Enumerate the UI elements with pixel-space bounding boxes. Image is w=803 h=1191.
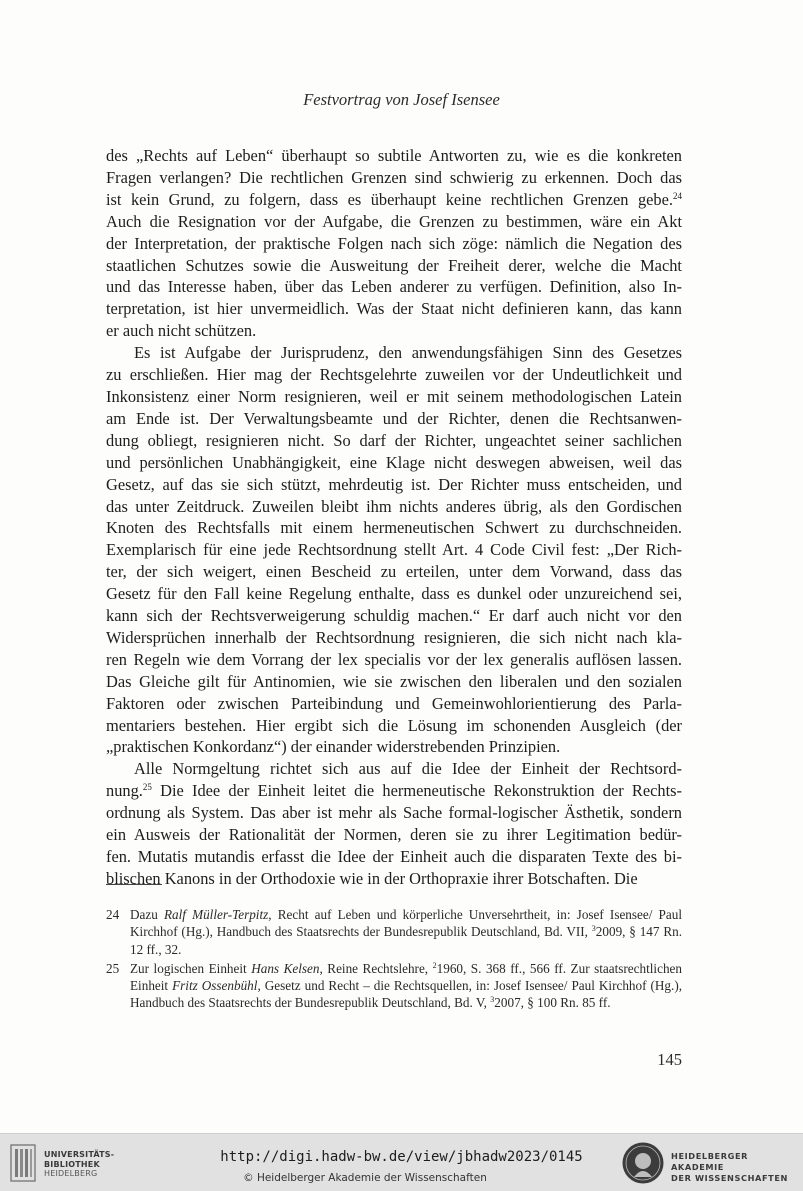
footnote-number: 25 xyxy=(106,960,120,976)
text-line: am Ende ist. Der Verwaltungsbeamte und der Richter, denen die Rechtsanwen- xyxy=(106,408,682,428)
footnote xyxy=(106,906,682,958)
permalink-url[interactable]: http://digi.hadw-bw.de/view/jbhadw2023/0145 xyxy=(220,1149,583,1165)
text-line: Auch die Resignation vor der Aufgabe, die Grenzen zu bestimmen, wäre ein Akt xyxy=(106,211,682,231)
text-line: er auch nicht schützen. xyxy=(106,321,257,341)
text-line: Gesetz für den Fall keine Regelung enthalte, dass es dunkel oder unzureichend sei, xyxy=(106,584,682,604)
text-line: blischen Kanons in der Orthodoxie wie in der Orthopraxie ihrer Botschaften. Die xyxy=(106,868,638,888)
page-number: 145 xyxy=(657,1050,682,1069)
footnote xyxy=(106,960,682,1012)
text-line: Das Gleiche gilt für Antinomien, wie sie zwischen den liberalen und den sozialen xyxy=(106,671,682,691)
text-line: kann sich der Rechtsverweigerung schuldig machen.“ Er darf auch nicht vor den xyxy=(106,606,682,626)
footnote-reference[interactable]: 24 xyxy=(673,190,682,201)
text-line: ter, der sich weigert, einen Bescheid zu erteilen, unter dem Vorwand, dass das xyxy=(106,562,682,582)
text-line: des „Rechts auf Leben“ überhaupt so subtile Antworten zu, wie es die konkreten xyxy=(106,146,682,165)
text-line: dung obliegt, resignieren nicht. So darf der Richter, ungeachtet seiner sachlichen xyxy=(106,430,682,450)
text-line: ren Regeln wie dem Vorrang der lex specialis vor der lex generalis auflösen lassen. xyxy=(106,649,682,669)
text-line: und das Interesse haben, über das Leben anderer zu verfügen. Definition, also In- xyxy=(106,277,682,297)
text-line: terpretation, ist hier unvermeidlich. Was der Staat nicht definieren kann, das kann xyxy=(106,299,682,319)
footnote-text: Dazu Ralf Müller-Terpitz, Recht auf Leben und körperliche Unversehrtheit, in: Josef Isensee/ Paul Kirchhof (Hg.), Handbuch des Staatsrechts der Bundesrepublik Deutschland, Bd. VII, $^3$2009, § 147 Rn. 12 ff., 32. xyxy=(130,907,683,957)
copyright-notice: © Heidelberger Akademie der Wissenschaften xyxy=(243,1172,487,1184)
footnote-text: Zur logischen Einheit Hans Kelsen, Reine Rechtslehre, $^2$1960, S. 368 ff., 566 ff. Zur staatsrechtlichen Einheit Fritz Ossenbühl, Gesetz und Recht – die Rechtsquellen, in: Josef Isensee/ Paul Kirchhof (Hg.), Handbuch des Staatsrechts der Bundesrepublik Deutschland, Bd. V, $^3$2007, § 100 Rn. 85 ff. xyxy=(130,960,683,1011)
text-line: zu erschließen. Hier mag der Rechtsgelehrte zuweilen vor der Undeutlichkeit und xyxy=(106,365,682,385)
library-line-3: HEIDELBERG xyxy=(44,1169,98,1178)
body-text xyxy=(106,145,682,890)
text-line: nung.$^{25}$ Die Idee der Einheit leitet die hermeneutische Rekonstruktion der Rechts- xyxy=(106,781,682,801)
text-line: ein Ausweis der Rationalität der Normen, deren sie zu ihrer Legitimation bedür- xyxy=(106,825,682,845)
text-line: staatlichen Schutzes sowie die Ausweitung der Freiheit derer, welche die Macht xyxy=(106,255,682,275)
text-line: Gesetz, auf das sie sich stützt, mehrdeutig ist. Der Richter muss entscheiden, und xyxy=(106,474,682,494)
text-line: Faktoren oder zwischen Parteibindung und Gemeinwohlorientierung des Parla- xyxy=(106,693,682,713)
text-line: ordnung als System. Das aber ist mehr als Sache formal-logischer Ästhetik, sondern xyxy=(106,803,682,823)
text-line: mentariers bestehen. Hier ergibt sich die Lösung im schonenden Ausgleich (der xyxy=(106,715,682,735)
footer-bar xyxy=(0,1133,803,1191)
running-head: Festvortrag von Josef Isensee xyxy=(303,90,500,109)
text-line: „praktischen Konkordanz“) der einander widerstrebenden Prinzipien. xyxy=(106,737,561,757)
library-line-1: UNIVERSITÄTS- xyxy=(44,1150,115,1159)
text-line: Inkonsistenz einer Norm resignieren, weil er mit seinem methodologischen Latein xyxy=(106,386,682,406)
footnote-separator xyxy=(106,884,162,885)
text-line: fen. Mutatis mutandis erfasst die Idee der Einheit auch die disparaten Texte des bi- xyxy=(106,847,682,866)
academy-name xyxy=(671,1151,803,1184)
text-line: das unter Zeitdruck. Zuweilen bleibt ihm nichts anderes übrig, als den Gordischen xyxy=(106,496,682,516)
text-line: Alle Normgeltung richtet sich aus auf die Idee der Einheit der Rechtsord- xyxy=(134,759,682,779)
text-line: Es ist Aufgabe der Jurisprudenz, den anwendungsfähigen Sinn des Gesetzes xyxy=(134,343,682,363)
academy-line-2: DER WISSENSCHAFTEN xyxy=(671,1173,789,1183)
text-line: und persönlichen Unabhängigkeit, eine Klage nicht deswegen abweisen, weil das xyxy=(106,452,682,472)
text-line: Widersprüchen innerhalb der Rechtsordnung resignieren, die sich nicht nach kla- xyxy=(106,627,682,647)
library-line-2: BIBLIOTHEK xyxy=(44,1159,100,1169)
footnotes xyxy=(106,906,682,1014)
footnote-reference[interactable]: 25 xyxy=(142,782,152,793)
text-line: Fragen verlangen? Die rechtlichen Grenzen sind schwierig zu erkennen. Doch das xyxy=(106,167,682,187)
text-line: der Interpretation, der praktische Folgen nach sich zöge: nämlich die Negation des xyxy=(106,233,682,253)
footnote-number: 24 xyxy=(106,907,120,922)
text-line: ist kein Grund, zu folgern, dass es überhaupt keine rechtlichen Grenzen gebe.$^{24}$ xyxy=(106,189,682,209)
text-line: Exemplarisch für eine jede Rechtsordnung stellt Art. 4 Code Civil fest: „Der Rich- xyxy=(106,540,682,560)
text-line: Knoten des Rechtsfalls mit einem hermeneutischen Schwert zu durchschneiden. xyxy=(106,518,682,538)
academy-line-1: HEIDELBERGER AKADEMIE xyxy=(671,1151,749,1172)
academy-seal-icon xyxy=(621,1141,665,1185)
